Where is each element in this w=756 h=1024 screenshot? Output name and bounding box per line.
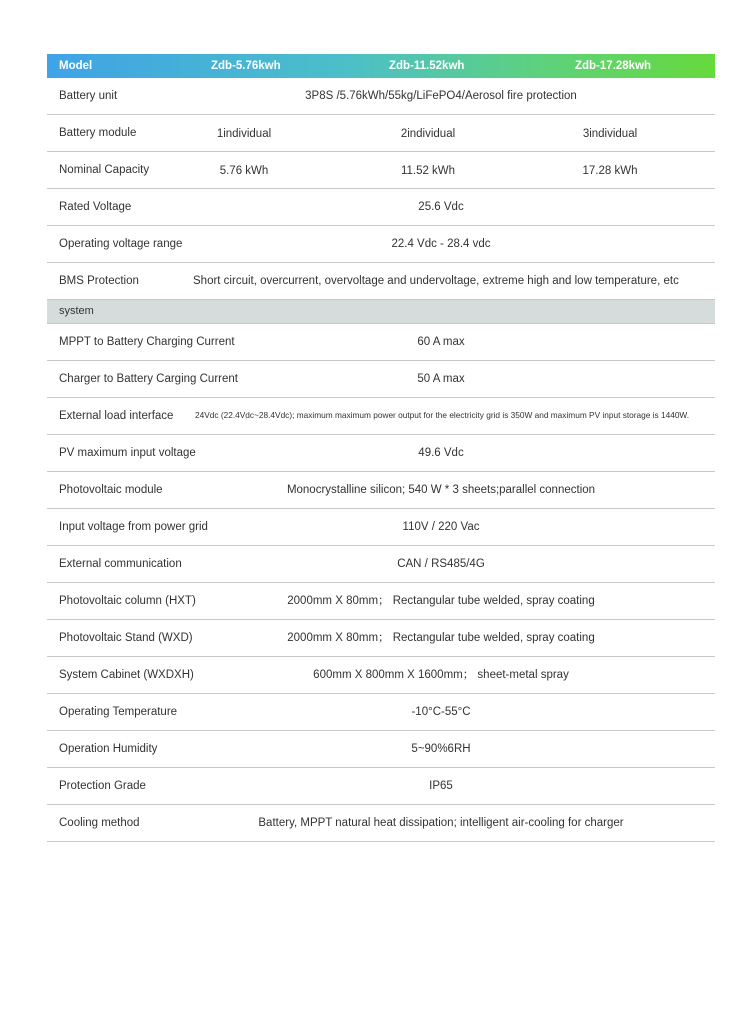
row-value: 25.6 Vdc bbox=[418, 201, 464, 213]
table-row bbox=[47, 657, 715, 694]
row-label: Battery module bbox=[59, 127, 137, 139]
header-col-2: Zdb-11.52kwh bbox=[389, 60, 465, 72]
row-value: 24Vdc (22.4Vdc~28.4Vdc); maximum maximum power output for the electricity grid is 350W and maximum PV input storage is 1440W. bbox=[195, 410, 690, 420]
row-label: Charger to Battery Carging Current bbox=[59, 373, 238, 385]
row-value: 60 A max bbox=[417, 336, 465, 348]
row-value: CAN / RS485/4G bbox=[397, 558, 485, 570]
row-label: Cooling method bbox=[59, 817, 140, 829]
row-label: Operating Temperature bbox=[59, 706, 178, 718]
table-row bbox=[47, 620, 715, 657]
table-row bbox=[47, 546, 715, 583]
row-label: External communication bbox=[59, 558, 182, 570]
row-label: Photovoltaic module bbox=[59, 484, 163, 496]
row-value-col-3: 17.28 kWh bbox=[582, 165, 638, 177]
header-model: Model bbox=[59, 60, 93, 72]
row-value: 600mm X 800mm X 1600mm； sheet-metal spray bbox=[313, 669, 569, 681]
row-label: Photovoltaic column (HXT) bbox=[59, 595, 196, 607]
row-label: Operating voltage range bbox=[59, 238, 183, 250]
row-value-col-3: 3individual bbox=[582, 128, 638, 140]
table-row-bms-protection bbox=[47, 263, 715, 300]
row-value: Short circuit, overcurrent, overvoltage and undervoltage, extreme high and low temperature, etc bbox=[193, 275, 679, 287]
table-row-battery-module bbox=[47, 115, 715, 152]
header-col-3: Zdb-17.28kwh bbox=[575, 60, 652, 72]
section-header-system bbox=[47, 300, 715, 324]
row-value: Battery, MPPT natural heat dissipation; intelligent air-cooling for charger bbox=[258, 817, 624, 829]
table-row bbox=[47, 768, 715, 805]
row-value: 3P8S /5.76kWh/55kg/LiFePO4/Aerosol fire protection bbox=[305, 90, 577, 102]
row-label: External load interface bbox=[59, 410, 174, 422]
section-label: system bbox=[59, 305, 94, 317]
row-label: Operation Humidity bbox=[59, 743, 158, 755]
row-value-col-1: 5.76 kWh bbox=[219, 165, 269, 177]
row-value: 5~90%6RH bbox=[411, 743, 471, 755]
row-label: System Cabinet (WXDXH) bbox=[59, 669, 194, 681]
table-row-battery-unit bbox=[47, 78, 715, 115]
table-row bbox=[47, 731, 715, 768]
row-value: 110V / 220 Vac bbox=[402, 521, 480, 533]
table-row bbox=[47, 472, 715, 509]
table-header bbox=[47, 54, 715, 78]
table-row bbox=[47, 435, 715, 472]
row-label: PV maximum input voltage bbox=[59, 447, 196, 459]
row-label: Rated Voltage bbox=[59, 201, 132, 213]
row-value: Monocrystalline silicon; 540 W * 3 sheets;parallel connection bbox=[286, 484, 596, 496]
row-value: 50 A max bbox=[417, 373, 465, 385]
row-value: 2000mm X 80mm； Rectangular tube welded, spray coating bbox=[287, 632, 595, 644]
row-label: Protection Grade bbox=[59, 780, 146, 792]
table-row-rated-voltage bbox=[47, 189, 715, 226]
row-label: MPPT to Battery Charging Current bbox=[59, 336, 235, 348]
header-col-1: Zdb-5.76kwh bbox=[211, 60, 281, 72]
table-row bbox=[47, 324, 715, 361]
table-row bbox=[47, 583, 715, 620]
row-label: Nominal Capacity bbox=[59, 164, 150, 176]
row-value-col-2: 11.52 kWh bbox=[400, 165, 456, 177]
table-row bbox=[47, 805, 715, 842]
table-row-operating-voltage bbox=[47, 226, 715, 263]
row-label: Battery unit bbox=[59, 90, 118, 102]
row-label: BMS Protection bbox=[59, 275, 139, 287]
row-label: Photovoltaic Stand (WXD) bbox=[59, 632, 193, 644]
spec-table bbox=[47, 54, 715, 842]
row-value-col-2: 2individual bbox=[400, 128, 456, 140]
row-value: IP65 bbox=[429, 780, 453, 792]
row-value: -10°C-55°C bbox=[411, 706, 471, 718]
row-label: Input voltage from power grid bbox=[59, 521, 208, 533]
table-row bbox=[47, 694, 715, 731]
table-row bbox=[47, 398, 715, 435]
row-value: 2000mm X 80mm； Rectangular tube welded, spray coating bbox=[287, 595, 595, 607]
row-value: 49.6 Vdc bbox=[418, 447, 464, 459]
table-row-nominal-capacity bbox=[47, 152, 715, 189]
table-row bbox=[47, 361, 715, 398]
row-value: 22.4 Vdc - 28.4 vdc bbox=[391, 238, 491, 250]
row-value-col-1: 1individual bbox=[216, 128, 272, 140]
table-row bbox=[47, 509, 715, 546]
